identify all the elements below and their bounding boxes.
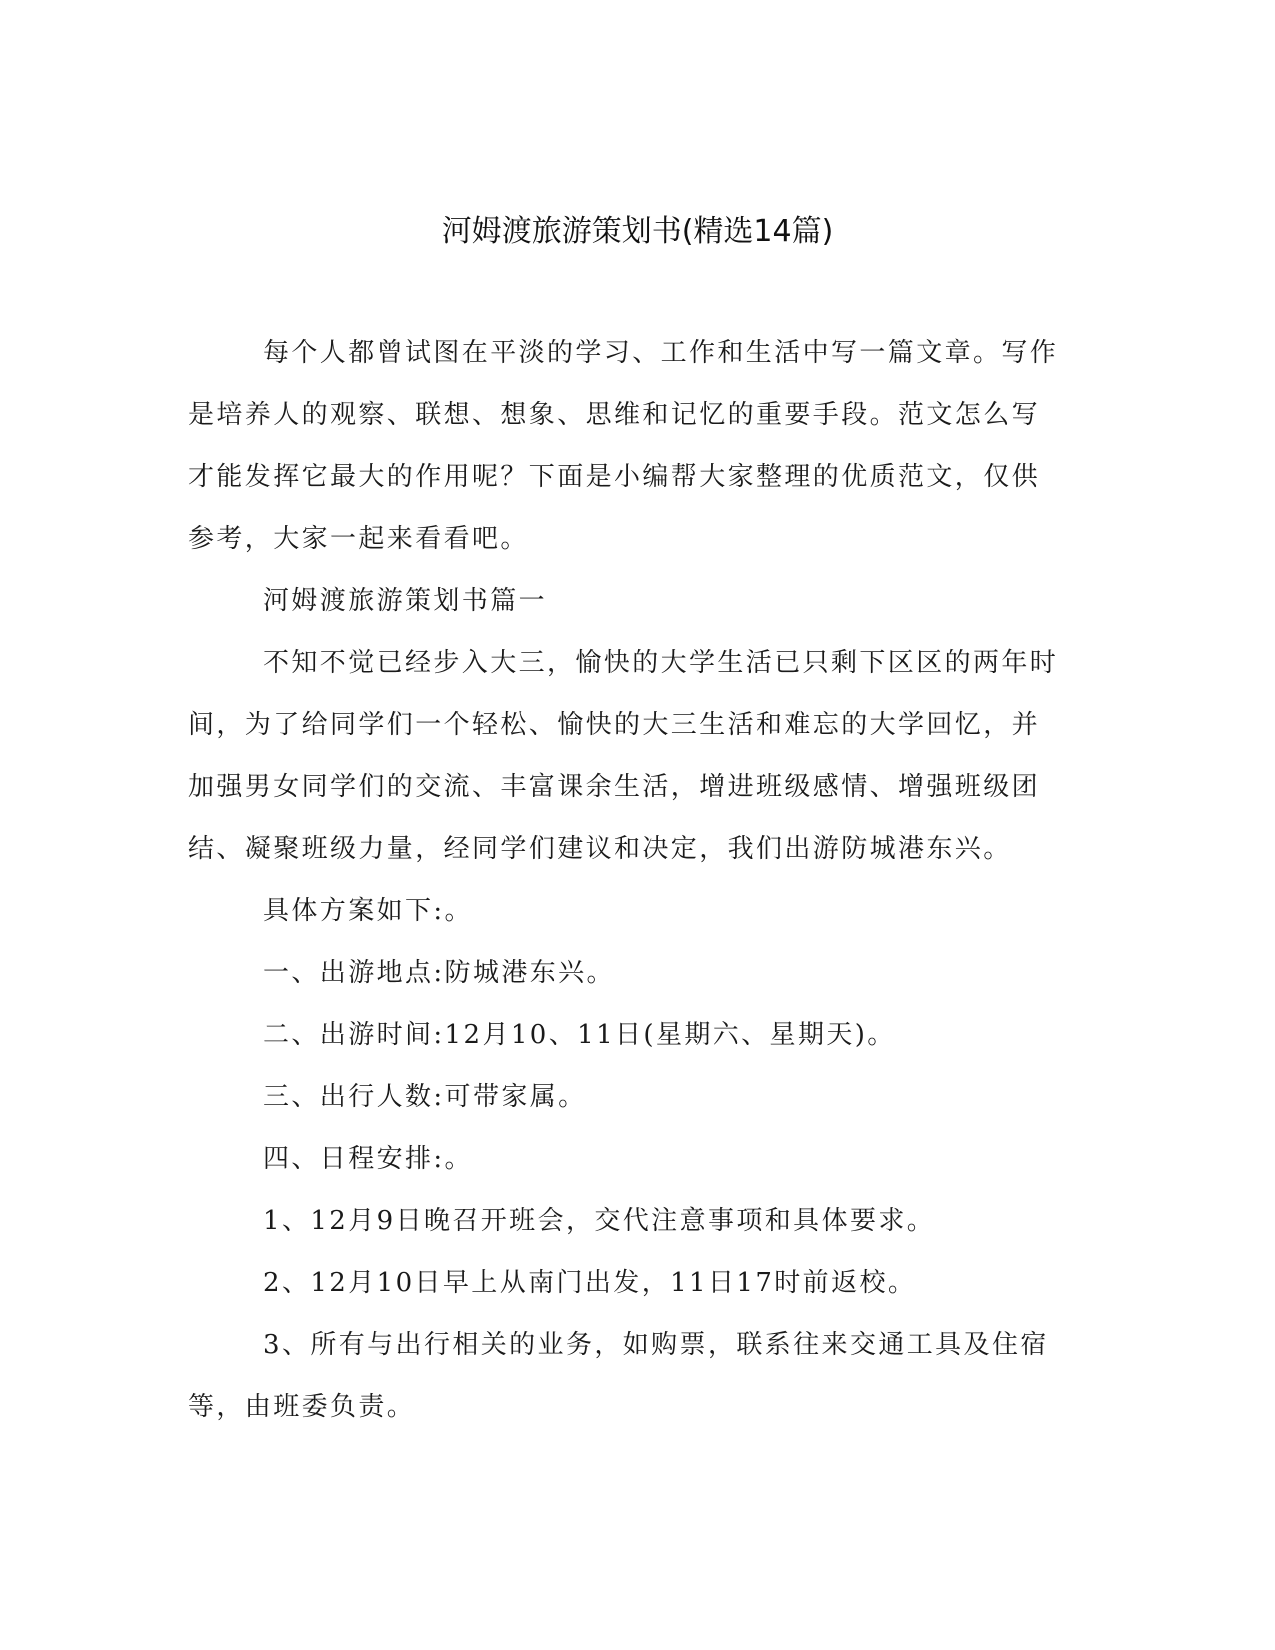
paragraph-intro: 每个人都曾试图在平淡的学习、工作和生活中写一篇文章。写作是培养人的观察、联想、想象、思维和记忆的重要手段。范文怎么写才能发挥它最大的作用呢？下面是小编帮大家整理的优质范文，仅供参考，大家一起来看看吧。 (188, 338, 1059, 554)
paragraph-schedule-item-3: 3、所有与出行相关的业务，如购票，联系往来交通工具及住宿等，由班委负责。 (188, 1330, 1049, 1422)
paragraph-schedule-item-2: 2、12月10日早上从南门出发，11日17时前返校。 (263, 1268, 917, 1298)
paragraph-location: 一、出游地点:防城港东兴。 (263, 958, 615, 988)
section-heading: 河姆渡旅游策划书篇一 (263, 586, 548, 616)
document-body (188, 322, 1068, 1438)
paragraph-time: 二、出游时间:12月10、11日(星期六、星期天)。 (263, 1020, 896, 1050)
paragraph-plan-intro: 具体方案如下:。 (263, 896, 473, 926)
paragraph-background: 不知不觉已经步入大三，愉快的大学生活已只剩下区区的两年时间，为了给同学们一个轻松、愉快的大三生活和难忘的大学回忆，并加强男女同学们的交流、丰富课余生活，增进班级感情、增强班级团结、凝聚班级力量，经同学们建议和决定，我们出游防城港东兴。 (188, 648, 1059, 864)
paragraph-schedule-item-1: 1、12月9日晚召开班会，交代注意事项和具体要求。 (263, 1206, 936, 1236)
paragraph-schedule: 四、日程安排:。 (263, 1144, 473, 1174)
document-title: 河姆渡旅游策划书(精选14篇) (441, 214, 834, 249)
paragraph-participants: 三、出行人数:可带家属。 (263, 1082, 587, 1112)
